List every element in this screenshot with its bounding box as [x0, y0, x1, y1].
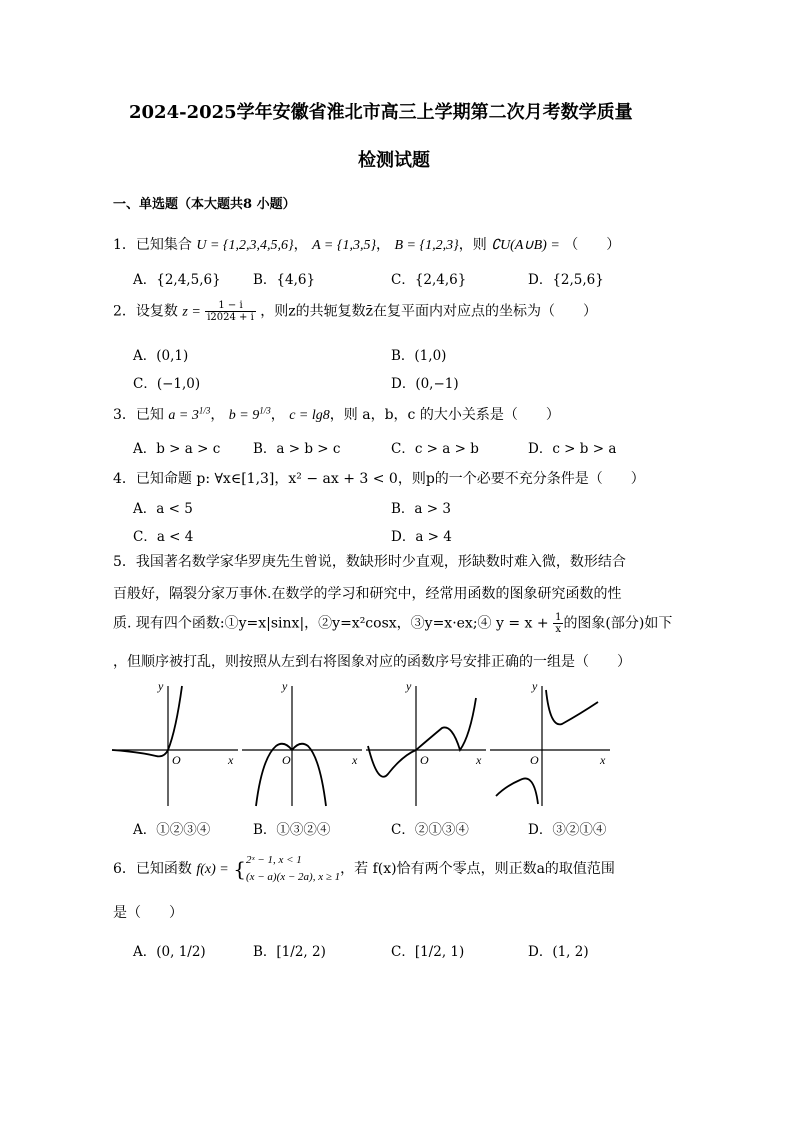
q5-line1: 5．我国著名数学家华罗庚先生曾说，数缺形时少直观，形缺数时难入微，数形结合: [113, 554, 626, 570]
q6-case2: (x − a)(x − 2a), x ≥ 1: [245, 871, 341, 883]
q6-cases: [246, 852, 340, 886]
q1-expr: ∁U(A∪B) =: [491, 238, 560, 253]
q3-stem: 3．已知: [113, 407, 164, 423]
q5-line4: ，但顺序被打乱，则按照从左到右将图象对应的函数序号安排正确的一组是（ ）: [113, 654, 631, 670]
graph1-origin: O: [172, 753, 181, 767]
q3-option-d[interactable]: D．c > b > a: [528, 441, 617, 457]
q2-stem-b: ，则z的共轭复数z̄在复平面内对应点的坐标为（ ）: [260, 303, 598, 320]
q6-option-d[interactable]: D．(1, 2): [528, 944, 589, 960]
graph1-y-label: y: [158, 679, 164, 693]
graph4-curve-right: [546, 690, 598, 724]
q6-stem-b: ，若 f(x)恰有两个零点，则正数a的取值范围: [340, 861, 615, 877]
q6-stem: 6．已知函数: [113, 861, 192, 877]
title-line1: 2024-2025学年安徽省淮北市高三上学期第二次月考数学质量: [129, 102, 633, 123]
graph4-origin: O: [530, 753, 539, 767]
question-2: [113, 300, 597, 323]
title-line2: 检测试题: [358, 150, 430, 171]
q5-option-c[interactable]: C．②①③④: [391, 822, 469, 838]
q6-option-b[interactable]: B．[1/2, 2): [253, 944, 326, 960]
q6-case1: 2ˣ − 1, x < 1: [245, 854, 302, 866]
graph3-x-label: x: [476, 753, 482, 767]
graph2-origin: O: [282, 753, 291, 767]
section-heading: 一、单选题（本大题共8 小题）: [113, 197, 296, 212]
q5-option-b[interactable]: B．①③②④: [253, 822, 331, 838]
q6-fx: f(x) =: [196, 862, 229, 877]
q2-option-d[interactable]: D．(0,−1): [391, 376, 459, 392]
q3-a: a = 3: [168, 408, 199, 423]
graph2-x-label: x: [352, 753, 358, 767]
question-1: 1．已知集合 U = {1,2,3,4,5,6}， A = {1,3,5}， B = {1,2,3}，则 ∁U(A∪B) = （ ）: [113, 237, 621, 253]
q5-option-a[interactable]: A．①②③④: [133, 822, 211, 838]
q1-set-u: U = {1,2,3,4,5,6}: [196, 238, 294, 253]
q4-option-b[interactable]: B．a > 3: [391, 501, 451, 517]
q5-line3-b: 的图象(部分)如下: [563, 615, 673, 632]
q6-option-c[interactable]: C．[1/2, 1): [391, 944, 465, 960]
question-6: [113, 852, 615, 886]
graph3-y-label: y: [406, 679, 412, 693]
q2-z: z =: [182, 304, 201, 320]
graph4-x-label: x: [600, 753, 606, 767]
q2-fraction: [205, 300, 256, 323]
q1-option-a[interactable]: A．{2,4,5,6}: [133, 272, 221, 288]
question-4: 4．已知命题 p: ∀x∈[1,3]，x² − ax + 3 < 0，则p的一个必要不充分条件是（ ）: [113, 471, 645, 487]
q3-a-exp: 1/3: [198, 405, 211, 416]
q5-line3: [113, 612, 672, 635]
graph4-y-label: y: [532, 679, 538, 693]
q4-option-c[interactable]: C．a < 4: [133, 529, 194, 545]
q2-denominator: i2024 + i: [207, 312, 254, 323]
q1-stem-c: （ ）: [564, 237, 621, 253]
q5-line3-a: 质. 现有四个函数:①y=x|sinx|，②y=x²cosx，③y=x·ex;④ y = x +: [113, 615, 549, 632]
q6-stem-c: 是（ ）: [113, 905, 183, 921]
q6-option-a[interactable]: A．(0, 1/2): [133, 944, 206, 960]
q1-stem: 1．已知集合: [113, 237, 192, 253]
q5-numerator: 1: [555, 612, 562, 623]
q2-stem: 2．设复数: [113, 303, 178, 320]
q5-line2: 百般好，隔裂分家万事休.在数学的学习和研究中，经常用函数的图象研究函数的性: [113, 586, 622, 602]
question-3: 3．已知 $a = 3^{1/3}$， $b = 9^{1/3}$， c = lg8，则 a，b，c 的大小关系是（ ）: [113, 405, 560, 423]
q2-option-c[interactable]: C．(−1,0): [133, 376, 201, 392]
q3-stem-b: ，则 a，b，c 的大小关系是（ ）: [329, 407, 560, 423]
q1-option-b[interactable]: B．{4,6}: [253, 272, 316, 288]
graph1-x-label: x: [228, 753, 234, 767]
q2-numerator: 1 − i: [205, 300, 256, 312]
q1-set-a: A = {1,3,5}: [312, 238, 377, 253]
q6-brace: {: [233, 857, 246, 881]
q5-option-d[interactable]: D．③②①④: [528, 822, 607, 838]
graph2-y-label: y: [282, 679, 288, 693]
q1-option-d[interactable]: D．{2,5,6}: [528, 272, 604, 288]
q4-option-a[interactable]: A．a < 5: [133, 501, 193, 517]
q4-option-d[interactable]: D．a > 4: [391, 529, 452, 545]
q3-option-b[interactable]: B．a > b > c: [253, 441, 341, 457]
q5-denominator: x: [555, 624, 562, 635]
graph2-curve: [256, 744, 326, 806]
q3-c: c = lg8: [289, 408, 330, 423]
q1-stem-b: ，则: [458, 237, 487, 253]
q5-graphs: [110, 678, 610, 808]
q5-fraction: [553, 612, 563, 635]
q3-option-a[interactable]: A．b > a > c: [133, 441, 221, 457]
q3-b: b = 9: [228, 408, 260, 423]
q3-b-exp: 1/3: [259, 405, 271, 416]
graph4-curve-left: [496, 778, 538, 804]
graph1-curve: [112, 686, 182, 756]
q2-option-a[interactable]: A．(0,1): [133, 348, 189, 364]
q3-option-c[interactable]: C．c > a > b: [391, 441, 479, 457]
graph3-origin: O: [420, 753, 429, 767]
q2-option-b[interactable]: B．(1,0): [391, 348, 447, 364]
q1-option-c[interactable]: C．{2,4,6}: [391, 272, 467, 288]
q1-set-b: B = {1,2,3}: [394, 238, 459, 253]
